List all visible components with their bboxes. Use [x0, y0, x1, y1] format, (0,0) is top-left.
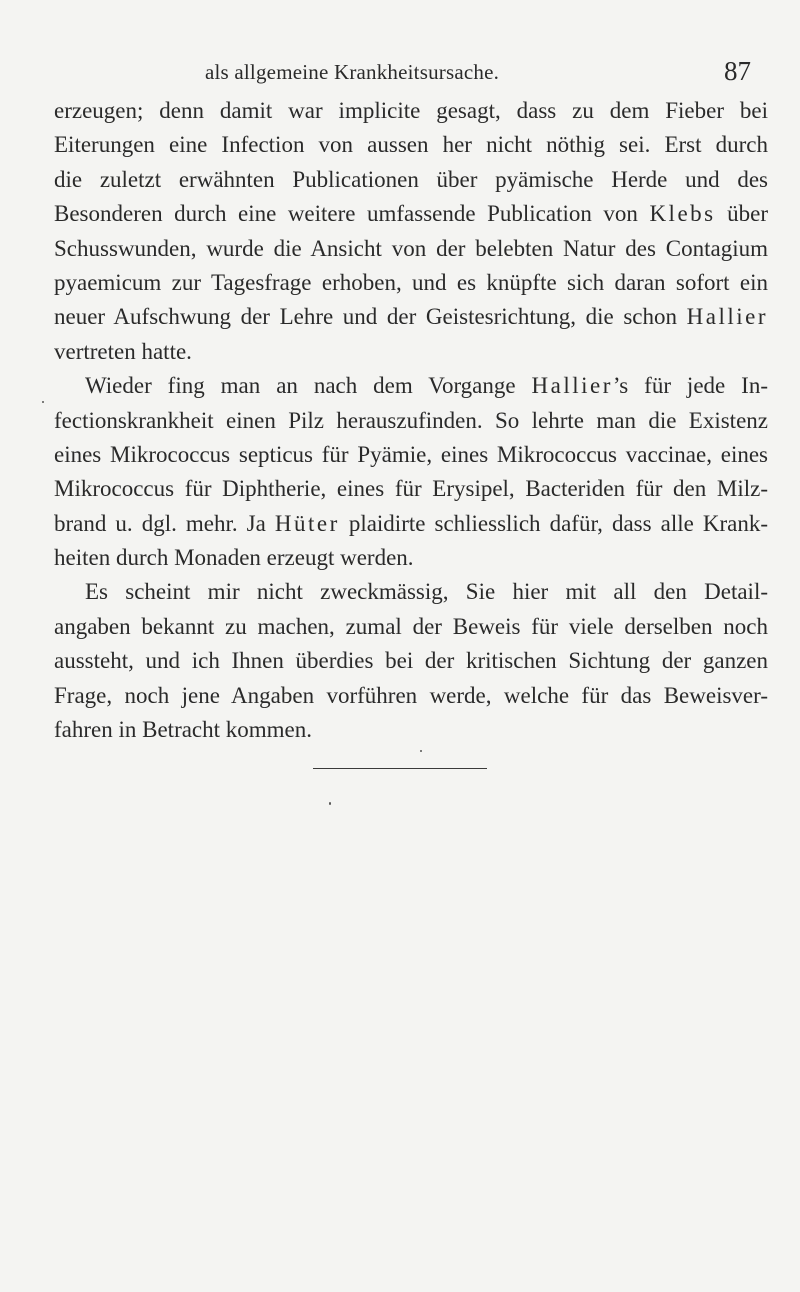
text-line: pyaemicum zur Tagesfrage erhoben, und es knüpfte sich daran sofort ein [54, 269, 768, 295]
text-line: neuer Aufschwung der Lehre und der Geistesrichtung, die schon Hallier [54, 304, 768, 330]
running-title: als allgemeine Krankheitsursache. [205, 60, 500, 84]
text-line: aussteht, und ich Ihnen überdies bei der kritischen Sichtung der ganzen [54, 648, 768, 674]
text-line: fahren in Betracht kommen. [54, 717, 313, 743]
author-name-hueter: Hüter [274, 510, 340, 536]
scan-speck [42, 401, 44, 403]
text-line: Frage, noch jene Angaben vorführen werde, welche für das Beweisver- [54, 682, 768, 708]
page-number: 87 [724, 56, 751, 86]
text-line: eines Mikrococcus septicus für Pyämie, eines Mikrococcus vaccinae, eines [54, 441, 768, 467]
text-line: Schusswunden, wurde die Ansicht von der belebten Natur des Contagium [54, 235, 768, 261]
scan-speck [329, 802, 331, 805]
text-line: brand u. dgl. mehr. Ja Hüter plaidirte schliesslich dafür, dass alle Krank- [54, 510, 769, 536]
text-line: die zuletzt erwähnten Publicationen über pyämische Herde und des [54, 166, 768, 192]
page-header [0, 58, 800, 88]
text-line: Besonderen durch eine weitere umfassende Publication von Klebs über [54, 201, 769, 227]
text-line: angaben bekannt zu machen, zumal der Beweis für viele derselben noch [54, 613, 768, 639]
body-text [54, 94, 768, 747]
author-name-hallier: Hallier [686, 304, 768, 330]
text-line: heiten durch Monaden erzeugt werden. [54, 545, 414, 571]
text-line: Eiterungen eine Infection von aussen her nicht nöthig sei. Erst durch [54, 132, 768, 158]
text-line: fectionskrankheit einen Pilz herauszufinden. So lehrte man die Existenz [54, 407, 768, 433]
author-name-klebs: Klebs [649, 201, 716, 227]
paragraph-2 [54, 369, 768, 575]
paragraph-3 [54, 575, 768, 747]
text-line: Wieder fing man an nach dem Vorgange Hallier’s für jede In- [85, 373, 768, 399]
text-line: Es scheint mir nicht zweckmässig, Sie hier mit all den Detail- [85, 579, 768, 605]
text-line: erzeugen; denn damit war implicite gesagt, dass zu dem Fieber bei [54, 98, 768, 123]
author-name-hallier: Hallier [531, 373, 613, 399]
scan-speck [420, 750, 422, 752]
text-line: vertreten hatte. [54, 338, 192, 364]
section-divider-rule [313, 768, 487, 769]
text-line: Mikrococcus für Diphtherie, eines für Erysipel, Bacteriden für den Milz- [54, 476, 768, 502]
paragraph-1 [54, 94, 768, 369]
